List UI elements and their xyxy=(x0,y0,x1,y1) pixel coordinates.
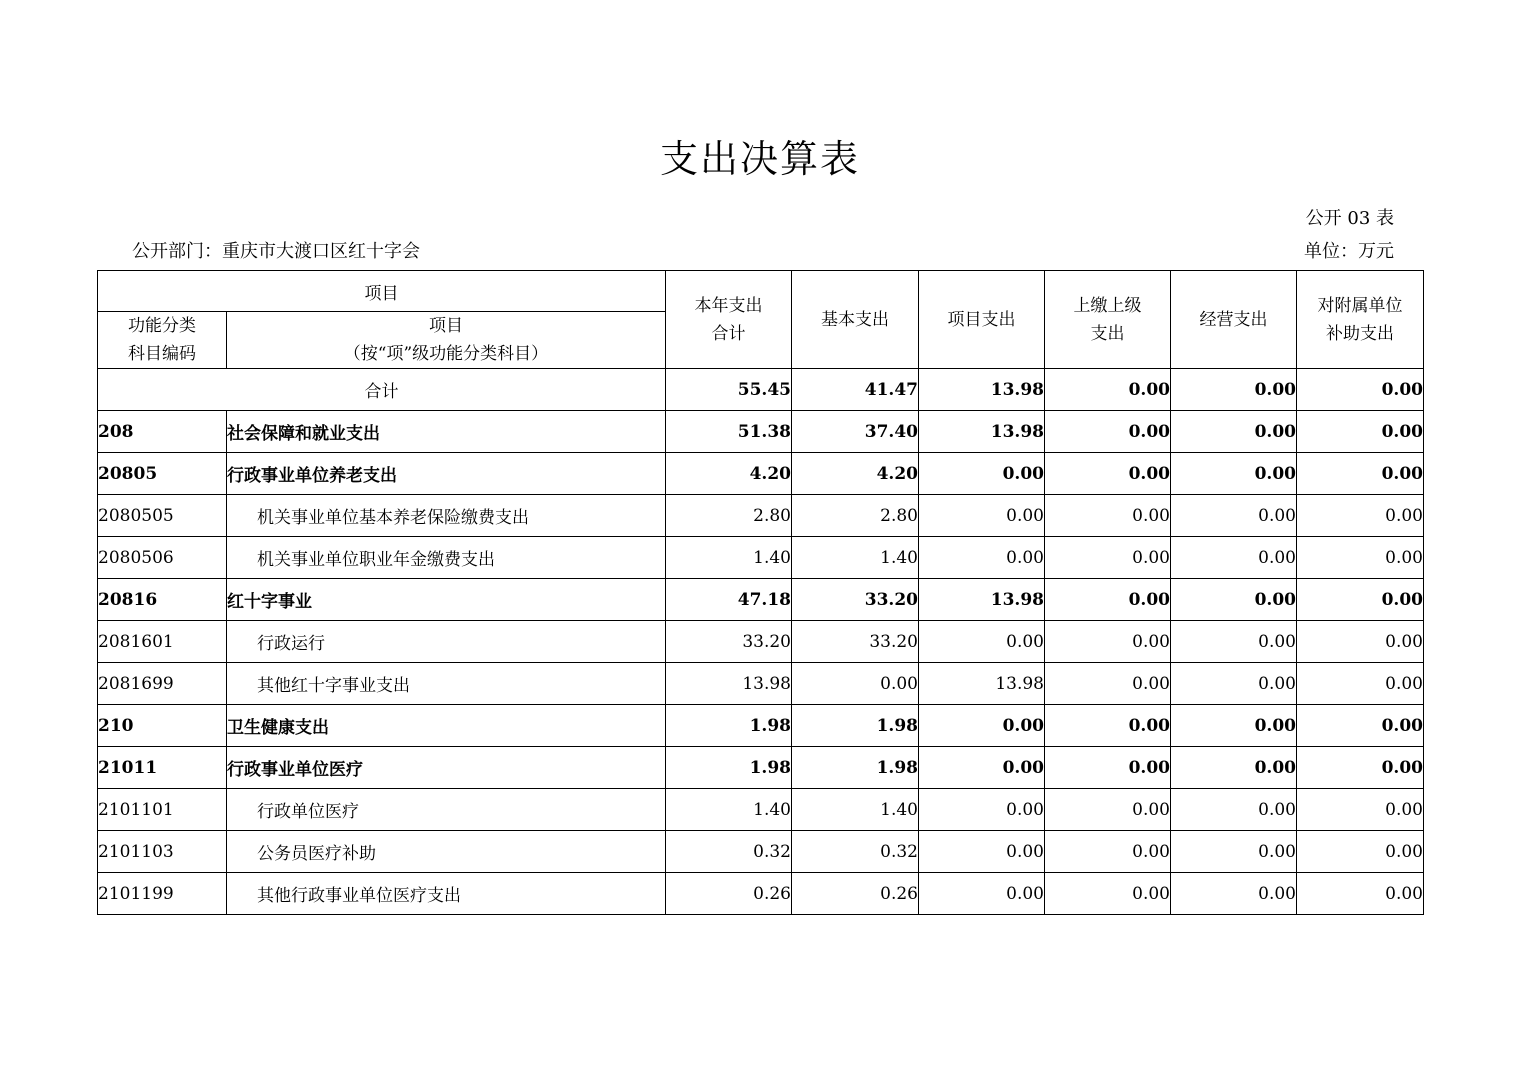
row-value: 0.00 xyxy=(1171,453,1297,495)
row-value: 1.98 xyxy=(792,705,919,747)
row-value: 0.00 xyxy=(1297,453,1424,495)
header-subsidy-line1: 对附属单位 xyxy=(1317,295,1403,316)
row-value: 1.98 xyxy=(666,747,792,789)
header-upper-line2: 支出 xyxy=(1090,323,1125,344)
header-func-code xyxy=(98,312,227,369)
row-code: 2081601 xyxy=(98,621,227,663)
header-basic: 基本支出 xyxy=(792,271,919,369)
header-item-line2: （按“项”级功能分类科目） xyxy=(343,344,549,364)
row-value: 0.00 xyxy=(1171,537,1297,579)
row-value: 0.00 xyxy=(1045,453,1171,495)
header-total-line1: 本年支出 xyxy=(694,295,763,316)
table-row xyxy=(98,789,1424,831)
total-value: 41.47 xyxy=(792,369,919,411)
page-title: 支出决算表 xyxy=(659,137,860,181)
row-name: 行政运行 xyxy=(227,621,666,663)
table-row xyxy=(98,579,1424,621)
row-value: 0.00 xyxy=(1171,705,1297,747)
header-total xyxy=(666,271,792,369)
header-item xyxy=(227,312,666,369)
unit-label: 单位：万元 xyxy=(1304,241,1394,262)
row-value: 2.80 xyxy=(666,495,792,537)
row-value: 0.00 xyxy=(1297,411,1424,453)
row-value: 1.98 xyxy=(666,705,792,747)
row-value: 0.00 xyxy=(1045,495,1171,537)
row-value: 0.00 xyxy=(919,495,1045,537)
table-row xyxy=(98,453,1424,495)
row-name: 行政事业单位医疗 xyxy=(227,747,666,789)
row-value: 0.00 xyxy=(1171,411,1297,453)
row-code: 2081699 xyxy=(98,663,227,705)
header-upper xyxy=(1045,271,1171,369)
total-value: 55.45 xyxy=(666,369,792,411)
row-value: 0.00 xyxy=(1045,621,1171,663)
row-value: 0.26 xyxy=(666,873,792,915)
row-value: 51.38 xyxy=(666,411,792,453)
header-func-code-line1: 功能分类 xyxy=(128,316,196,336)
row-value: 0.00 xyxy=(1297,873,1424,915)
row-code: 210 xyxy=(98,705,227,747)
row-value: 0.00 xyxy=(919,831,1045,873)
table-row xyxy=(98,831,1424,873)
row-value: 37.40 xyxy=(792,411,919,453)
row-value: 1.40 xyxy=(666,789,792,831)
expenditure-table xyxy=(97,270,1424,915)
total-value: 0.00 xyxy=(1171,369,1297,411)
table-row xyxy=(98,663,1424,705)
total-value: 0.00 xyxy=(1297,369,1424,411)
row-value: 33.20 xyxy=(792,621,919,663)
total-value: 0.00 xyxy=(1045,369,1171,411)
row-value: 0.00 xyxy=(1045,831,1171,873)
row-code: 20816 xyxy=(98,579,227,621)
row-value: 13.98 xyxy=(919,663,1045,705)
row-value: 0.00 xyxy=(1045,537,1171,579)
row-name: 行政事业单位养老支出 xyxy=(227,453,666,495)
row-value: 13.98 xyxy=(919,411,1045,453)
row-value: 0.00 xyxy=(1045,411,1171,453)
row-name: 行政单位医疗 xyxy=(227,789,666,831)
header-subsidy xyxy=(1297,271,1424,369)
form-number: 公开 03 表 xyxy=(1305,208,1394,229)
row-value: 0.00 xyxy=(1297,663,1424,705)
row-name: 其他红十字事业支出 xyxy=(227,663,666,705)
row-value: 0.26 xyxy=(792,873,919,915)
row-value: 0.00 xyxy=(1297,831,1424,873)
row-value: 1.98 xyxy=(792,747,919,789)
header-total-line2: 合计 xyxy=(711,323,746,344)
row-name: 公务员医疗补助 xyxy=(227,831,666,873)
header-project: 项目 xyxy=(98,271,666,312)
table-row xyxy=(98,411,1424,453)
total-value: 13.98 xyxy=(919,369,1045,411)
row-code: 2101199 xyxy=(98,873,227,915)
department-label: 公开部门：重庆市大渡口区红十字会 xyxy=(132,241,420,262)
row-value: 1.40 xyxy=(666,537,792,579)
row-name: 红十字事业 xyxy=(227,579,666,621)
row-value: 4.20 xyxy=(666,453,792,495)
row-value: 47.18 xyxy=(666,579,792,621)
row-value: 0.00 xyxy=(1171,495,1297,537)
row-value: 33.20 xyxy=(792,579,919,621)
row-value: 1.40 xyxy=(792,537,919,579)
row-value: 0.00 xyxy=(1171,621,1297,663)
row-value: 0.00 xyxy=(1045,705,1171,747)
row-value: 0.00 xyxy=(919,537,1045,579)
row-value: 0.00 xyxy=(1045,747,1171,789)
row-value: 0.00 xyxy=(1171,747,1297,789)
row-value: 0.00 xyxy=(1171,831,1297,873)
row-value: 0.00 xyxy=(1171,789,1297,831)
row-code: 2080505 xyxy=(98,495,227,537)
row-code: 21011 xyxy=(98,747,227,789)
row-value: 0.00 xyxy=(1297,747,1424,789)
row-name: 其他行政事业单位医疗支出 xyxy=(227,873,666,915)
header-subsidy-line2: 补助支出 xyxy=(1326,323,1394,344)
row-value: 0.00 xyxy=(1297,495,1424,537)
row-code: 2101101 xyxy=(98,789,227,831)
row-value: 0.00 xyxy=(1171,663,1297,705)
row-value: 0.00 xyxy=(919,747,1045,789)
row-value: 0.00 xyxy=(792,663,919,705)
row-code: 2080506 xyxy=(98,537,227,579)
row-value: 0.00 xyxy=(1045,579,1171,621)
row-name: 卫生健康支出 xyxy=(227,705,666,747)
row-name: 社会保障和就业支出 xyxy=(227,411,666,453)
table-row xyxy=(98,537,1424,579)
header-item-line1: 项目 xyxy=(429,316,463,336)
row-value: 0.00 xyxy=(1045,663,1171,705)
table-row xyxy=(98,705,1424,747)
row-value: 0.00 xyxy=(1171,873,1297,915)
total-row xyxy=(98,369,1424,411)
row-value: 0.00 xyxy=(919,621,1045,663)
row-code: 208 xyxy=(98,411,227,453)
header-func-code-line2: 科目编码 xyxy=(128,344,196,364)
row-value: 1.40 xyxy=(792,789,919,831)
row-value: 0.00 xyxy=(1297,789,1424,831)
header-upper-line1: 上缴上级 xyxy=(1073,295,1142,316)
row-name: 机关事业单位职业年金缴费支出 xyxy=(227,537,666,579)
row-value: 13.98 xyxy=(666,663,792,705)
row-value: 0.00 xyxy=(1297,705,1424,747)
row-value: 13.98 xyxy=(919,579,1045,621)
header-business: 经营支出 xyxy=(1171,271,1297,369)
row-value: 0.00 xyxy=(1297,621,1424,663)
total-label: 合计 xyxy=(98,369,666,411)
row-value: 0.00 xyxy=(1297,537,1424,579)
row-name: 机关事业单位基本养老保险缴费支出 xyxy=(227,495,666,537)
row-value: 0.00 xyxy=(1297,579,1424,621)
row-value: 4.20 xyxy=(792,453,919,495)
row-value: 33.20 xyxy=(666,621,792,663)
row-value: 0.00 xyxy=(919,873,1045,915)
row-value: 0.00 xyxy=(919,789,1045,831)
row-code: 2101103 xyxy=(98,831,227,873)
row-value: 0.00 xyxy=(1045,873,1171,915)
header-project-expense: 项目支出 xyxy=(919,271,1045,369)
row-code: 20805 xyxy=(98,453,227,495)
row-value: 0.32 xyxy=(792,831,919,873)
table-row xyxy=(98,495,1424,537)
row-value: 0.00 xyxy=(919,705,1045,747)
table-row xyxy=(98,873,1424,915)
row-value: 0.00 xyxy=(1045,789,1171,831)
table-row xyxy=(98,747,1424,789)
row-value: 0.00 xyxy=(1171,579,1297,621)
table-row xyxy=(98,621,1424,663)
row-value: 0.00 xyxy=(919,453,1045,495)
row-value: 2.80 xyxy=(792,495,919,537)
row-value: 0.32 xyxy=(666,831,792,873)
